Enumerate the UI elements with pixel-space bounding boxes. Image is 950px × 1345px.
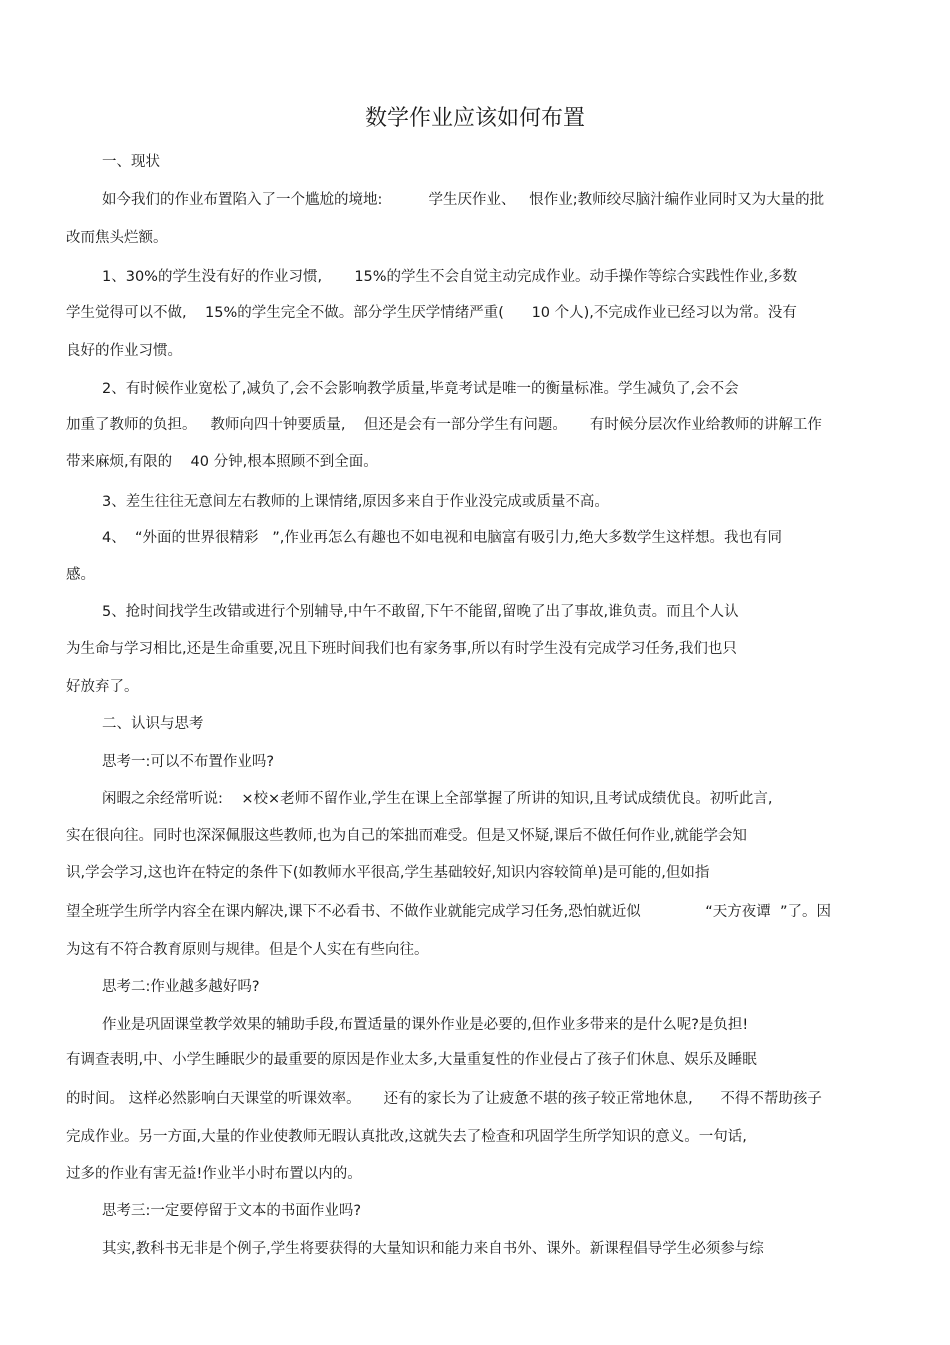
paragraph-line: 作业是巩固课堂教学效果的辅助手段,布置适量的课外作业是必要的,但作业多带来的是什么呢?是负担!	[102, 1017, 749, 1033]
paragraph-line: 为生命与学习相比,还是生命重要,况且下班时间我们也有家务事,所以有时学生没有完成学习任务,我们也只	[66, 641, 737, 657]
subsection-heading: 思考三:一定要停留于文本的书面作业吗?	[102, 1203, 362, 1219]
section-heading: 二、认识与思考	[102, 716, 204, 732]
paragraph-line: 识,学会学习,这也许在特定的条件下(如教师水平很高,学生基础较好,知识内容较简单)是可能的,但如指	[66, 865, 710, 881]
paragraph-line: 1、30%的学生没有好的作业习惯, 15%的学生不会自觉主动完成作业。动手操作等综合实践性作业,多数	[102, 269, 798, 285]
document-title: 数学作业应该如何布置	[364, 106, 585, 131]
paragraph-line: 如今我们的作业布置陷入了一个尴尬的境地: 学生厌作业、 恨作业;教师绞尽脑汁编作业同时又为大量的批	[102, 192, 825, 208]
paragraph-line: 感。	[66, 567, 95, 583]
paragraph-line: 学生觉得可以不做, 15%的学生完全不做。部分学生厌学情绪严重( 10 个人),不完成作业已经习以为常。没有	[66, 305, 797, 321]
paragraph-line: 为这有不符合教育原则与规律。但是个人实在有些向往。	[66, 942, 429, 958]
paragraph-line: 加重了教师的负担。 教师向四十钟要质量, 但还是会有一部分学生有问题。 有时候分层次作业给教师的讲解工作	[66, 417, 822, 433]
paragraph-line: 良好的作业习惯。	[66, 343, 182, 359]
paragraph-line: 2、有时候作业宽松了,减负了,会不会影响教学质量,毕竟考试是唯一的衡量标准。学生减负了,会不会	[102, 381, 739, 397]
paragraph-line: 3、差生往往无意间左右教师的上课情绪,原因多来自于作业没完成或质量不高。	[102, 494, 609, 510]
paragraph-line: 望全班学生所学内容全在课内解决,课下不必看书、不做作业就能完成学习任务,恐怕就近似 “天方夜谭 ”了。因	[66, 904, 831, 920]
paragraph-line: 好放弃了。	[66, 679, 139, 695]
paragraph-line: 4、 “外面的世界很精彩 ”,作业再怎么有趣也不如电视和电脑富有吸引力,绝大多数学生这样想。我也有同	[102, 530, 783, 546]
paragraph-line: 完成作业。另一方面,大量的作业使教师无暇认真批改,这就失去了检查和巩固学生所学知识的意义。一句话,	[66, 1129, 747, 1145]
paragraph-line: 的时间。 这样必然影响白天课堂的听课效率。 还有的家长为了让疲惫不堪的孩子较正常地休息, 不得不帮助孩子	[66, 1091, 822, 1107]
paragraph-line: 其实,教科书无非是个例子,学生将要获得的大量知识和能力来自书外、课外。新课程倡导学生必须参与综	[102, 1241, 764, 1257]
paragraph-line: 实在很向往。同时也深深佩服这些教师,也为自己的笨拙而难受。但是又怀疑,课后不做任何作业,就能学会知	[66, 828, 747, 844]
paragraph-line: 过多的作业有害无益!作业半小时布置以内的。	[66, 1166, 362, 1182]
paragraph-line: 带来麻烦,有限的 40 分钟,根本照顾不到全面。	[66, 454, 378, 470]
paragraph-line: 5、抢时间找学生改错或进行个别辅导,中午不敢留,下午不能留,留晚了出了事故,谁负责。而且个人认	[102, 604, 739, 620]
paragraph-line: 闲暇之余经常听说: ×校×老师不留作业,学生在课上全部掌握了所讲的知识,且考试成绩优良。初听此言,	[102, 791, 773, 807]
section-heading: 一、现状	[102, 154, 160, 170]
subsection-heading: 思考二:作业越多越好吗?	[102, 979, 260, 995]
paragraph-line: 改而焦头烂额。	[66, 230, 168, 246]
subsection-heading: 思考一:可以不布置作业吗?	[102, 754, 275, 770]
paragraph-line: 有调查表明,中、小学生睡眠少的最重要的原因是作业太多,大量重复性的作业侵占了孩子们休息、娱乐及睡眠	[66, 1052, 757, 1068]
